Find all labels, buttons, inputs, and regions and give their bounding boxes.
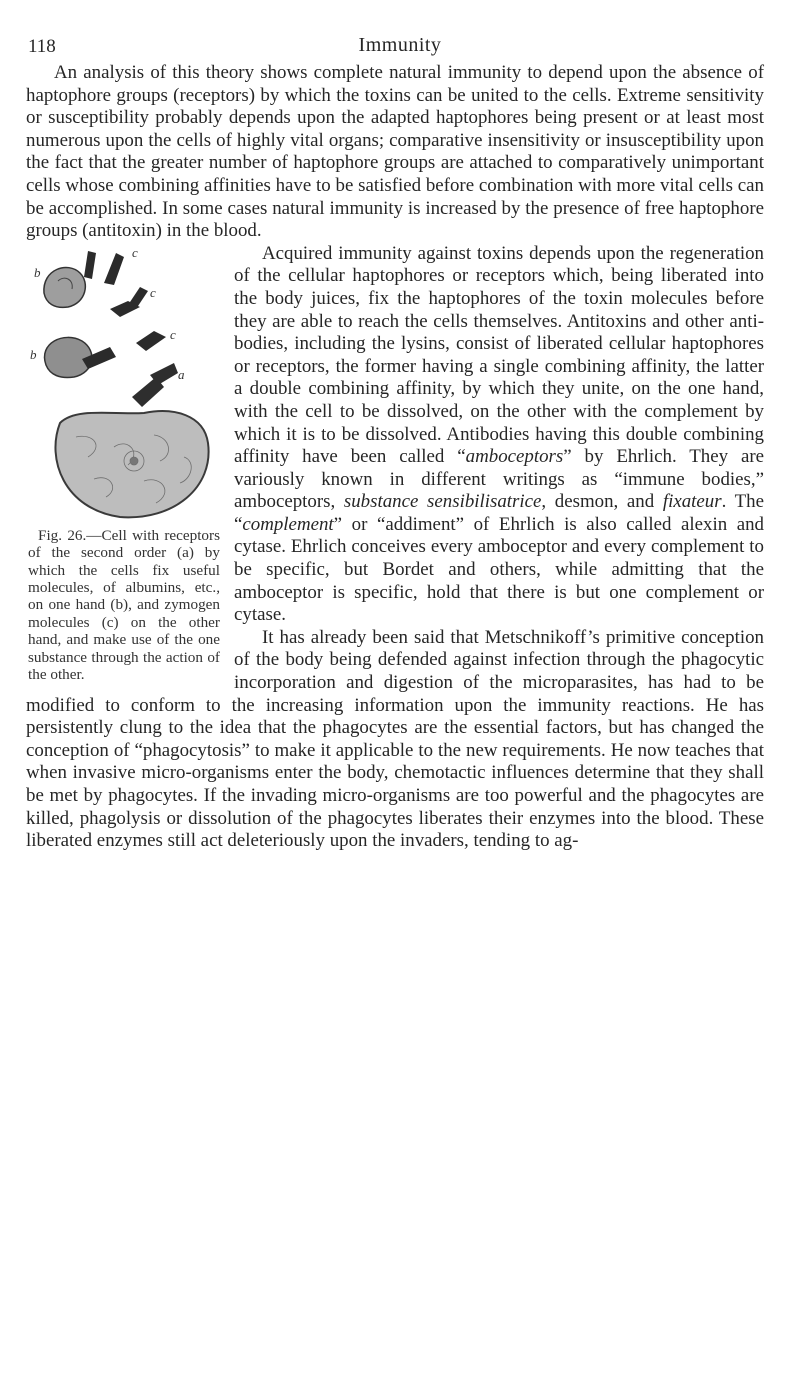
running-title: Immunity (358, 34, 442, 56)
label-b-top: b (34, 264, 41, 280)
label-c-low: c (170, 326, 176, 342)
figure-caption: Fig. 26.—Cell with receptors of the second order (a) by which the cells fix useful molecules, of albumins, etc., on one hand (b), and zymogen molecules (c) on the other hand, and make use of the one substance through the action of the other. (28, 526, 220, 683)
figure-26 (24, 247, 224, 684)
label-b-left: b (30, 346, 37, 362)
label-a: a (178, 366, 185, 382)
paragraph-1: An analysis of this theory shows complete natural immunity to depend upon the absence of haptophore groups (receptors) by which the toxins can be united to the cells. Extreme sensitivity or susceptibility probably depends upon the adapted haptophores being present or at least most numerous upon the cells of highly vital organs; comparative insensitivity or insusceptibility upon the fact that the greater number of haptophore groups are attached to comparatively unimportant cells whose combining affinities have to be satisfied before combination with more vital cells can be accomplished. In some cases natural immunity is increased by the presence of free haptophore groups (antitoxin) in the blood. (26, 62, 764, 242)
label-c-top: c (132, 246, 138, 260)
page-number: 118 (28, 36, 56, 57)
label-c-mid: c (150, 284, 156, 300)
paragraph-3: It has already been said that Metschnikoff’s primitive conception of the body being defended against infection through the phagocytic incorporation and digestion of the microparasites, has had to be modified to conform to the increasing information upon the immunity reactions. He has persistently clung to the idea that the phagocytes are the essential factors, but has changed the conception of “phagocytosis” to make it applicable to the new requirements. He now teaches that when invasive micro-organisms enter the body, chemotactic influences determine that they shall be met by phagocytes. If the invading micro-organisms are too powerful and the phagocytes are killed, phagolysis or dissolution of the phagocytes liberates their enzymes into the blood. These liberated enzymes still act deleteriously upon the invaders, tending to ag- (26, 626, 764, 852)
cell-receptor-illustration (24, 247, 222, 527)
paragraph-2: Acquired immunity against toxins depends upon the regeneration of the cellular haptophores or receptors which, being liberated into the body juices, fix the haptophores of the toxin molecules before they are able to reach the cells themselves. Antitoxins and other anti-bodies, including the lysins, consist of liberated cellular haptophores or receptors, the former having a single combining affinity, the latter a double combining affinity, by which they unite, on the one hand, with the cell to be dissolved, on the other with the complement by which it is to be dissolved. Antibodies having this double combining affinity have been called “amboceptors” by Ehrlich. They are variously known in different writings as “immune bodies,” amboceptors, substance sensibilisatrice, desmon, and fixateur. The “complement” or “addiment” of Ehrlich is also called alexin and cytase. Ehrlich conceives every amboceptor and every complement to be specific, but Bordet and others, while admitting that the amboceptor is specific, hold that there is but one complement or cytase. (234, 242, 764, 626)
body-text (26, 62, 764, 853)
